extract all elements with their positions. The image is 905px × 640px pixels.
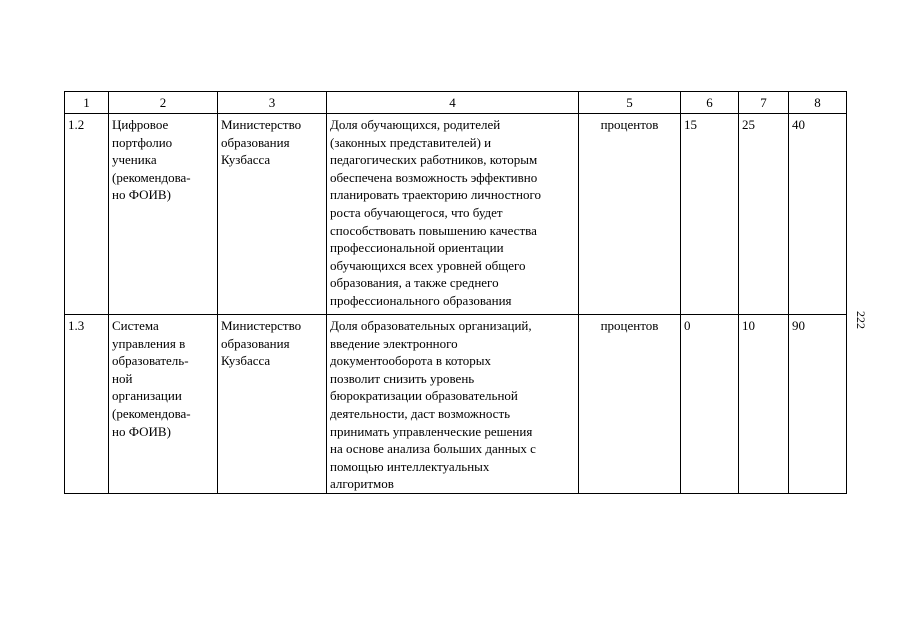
header-cell-2: 2 xyxy=(109,92,218,114)
page-number: 222 xyxy=(854,311,868,329)
indicator-description: Доля образовательных организаций, введение электронного документооборота в которых позволит снизить уровень бюрократизации образовательной деятельности, даст возможность принимать управленческие решения на основе анализа больших данных с помощью интеллектуальных алгоритмов xyxy=(327,315,579,494)
header-cell-6: 6 xyxy=(681,92,739,114)
indicators-table xyxy=(64,91,847,494)
unit-of-measure: процентов xyxy=(579,114,681,315)
header-cell-4: 4 xyxy=(327,92,579,114)
row-number: 1.3 xyxy=(65,315,109,494)
header-cell-1: 1 xyxy=(65,92,109,114)
header-cell-3: 3 xyxy=(218,92,327,114)
value-col-8: 90 xyxy=(789,315,847,494)
unit-of-measure: процентов xyxy=(579,315,681,494)
table-header-row xyxy=(65,92,847,114)
project-name: Цифровое портфолио ученика (рекомендова- но ФОИВ) xyxy=(109,114,218,315)
value-col-7: 25 xyxy=(739,114,789,315)
table-row xyxy=(65,315,847,494)
value-col-7: 10 xyxy=(739,315,789,494)
table-row xyxy=(65,114,847,315)
header-cell-5: 5 xyxy=(579,92,681,114)
project-name: Система управления в образователь- ной организации (рекомендова- но ФОИВ) xyxy=(109,315,218,494)
responsible-org: Министерство образования Кузбасса xyxy=(218,315,327,494)
value-col-6: 0 xyxy=(681,315,739,494)
value-col-8: 40 xyxy=(789,114,847,315)
row-number: 1.2 xyxy=(65,114,109,315)
header-cell-7: 7 xyxy=(739,92,789,114)
indicator-description: Доля обучающихся, родителей (законных представителей) и педагогических работников, которым обеспечена возможность эффективно планировать траекторию личностного роста обучающегося, что будет способствовать повышению качества профессиональной ориентации обучающихся всех уровней общего образования, а также среднего профессионального образования xyxy=(327,114,579,315)
value-col-6: 15 xyxy=(681,114,739,315)
responsible-org: Министерство образования Кузбасса xyxy=(218,114,327,315)
header-cell-8: 8 xyxy=(789,92,847,114)
